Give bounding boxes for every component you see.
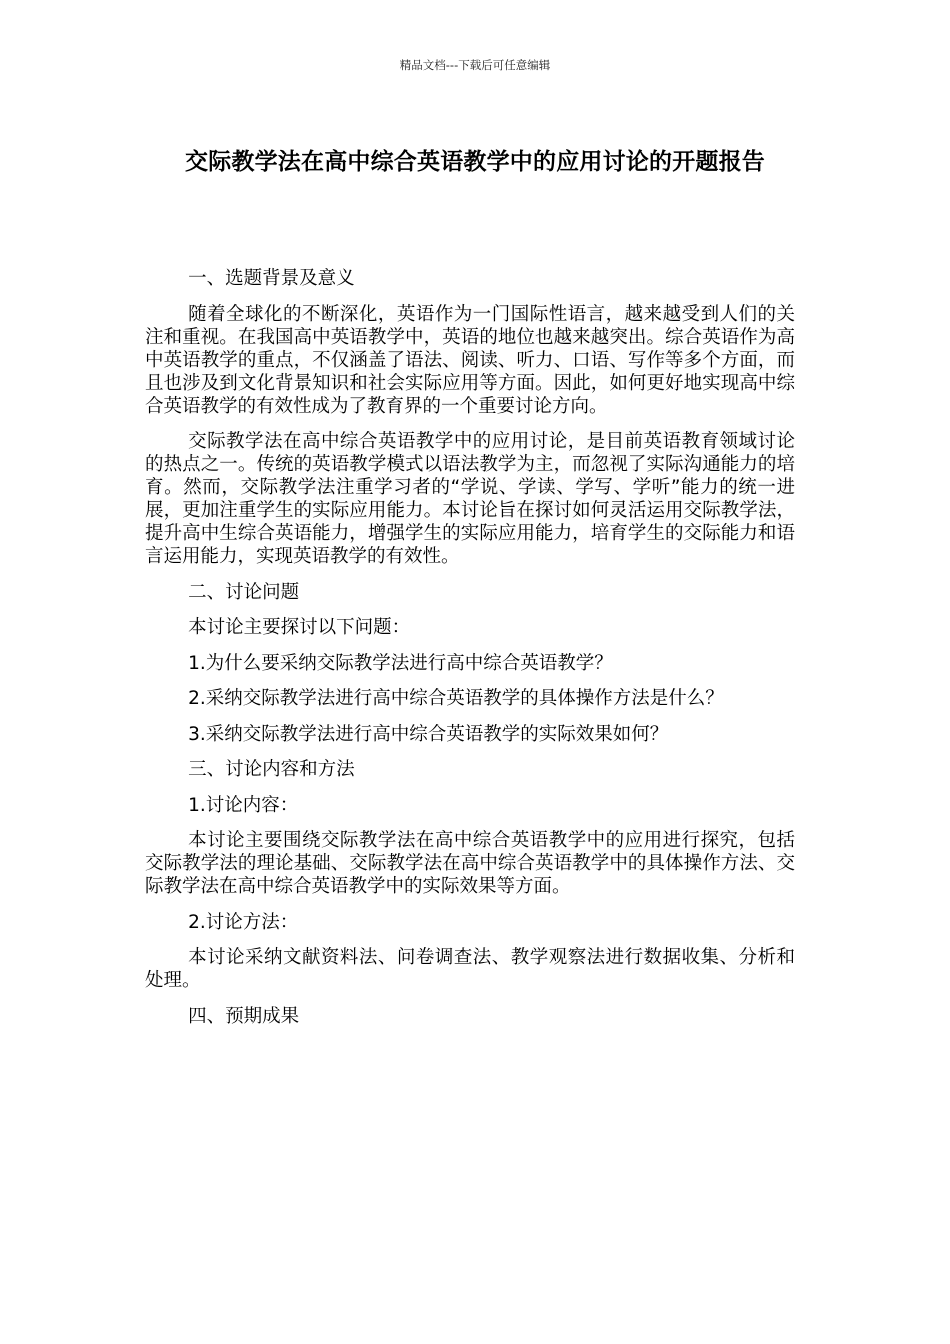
page-header: 精品文档---下载后可任意编辑 xyxy=(399,58,551,72)
question-item-1: 1.为什么要采纳交际教学法进行高中综合英语教学？ xyxy=(188,652,613,674)
section-heading-content-method: 三、讨论内容和方法 xyxy=(188,759,355,780)
section-heading-background: 一、选题背景及意义 xyxy=(188,268,355,289)
paragraph-method: 本讨论采纳文献资料法、问卷调查法、教学观察法进行数据收集、分析和处理。 xyxy=(145,947,795,991)
paragraph-questions-intro: 本讨论主要探讨以下问题： xyxy=(188,617,411,638)
question-item-3: 3.采纳交际教学法进行高中综合英语教学的实际效果如何？ xyxy=(188,723,669,745)
paragraph-content: 本讨论主要围绕交际教学法在高中综合英语教学中的应用进行探究，包括交际教学法的理论基础、交际教学法在高中综合英语教学中的具体操作方法、交际教学法在高中综合英语教学中的实际效果等方面。 xyxy=(145,830,795,897)
document-body xyxy=(145,267,795,1040)
section-heading-expected-results: 四、预期成果 xyxy=(188,1005,300,1027)
subheading-method: 2.讨论方法： xyxy=(188,911,299,933)
subheading-content: 1.讨论内容： xyxy=(188,794,299,816)
section-heading-questions: 二、讨论问题 xyxy=(188,581,300,603)
document-title: 交际教学法在高中综合英语教学中的应用讨论的开题报告 xyxy=(185,149,765,175)
paragraph-background-2: 交际教学法在高中综合英语教学中的应用讨论，是目前英语教育领域讨论的热点之一。传统的英语教学模式以语法教学为主，而忽视了实际沟通能力的培育。然而，交际教学法注重学习者的“学说、学读、学写、学听”能力的统一进展，更加注重学生的实际应用能力。本讨论旨在探讨如何灵活运用交际教学法，提升高中生综合英语能力，增强学生的实际应用能力，培育学生的交际能力和语言运用能力，实现英语教学的有效性。 xyxy=(145,431,795,567)
question-item-2: 2.采纳交际教学法进行高中综合英语教学的具体操作方法是什么？ xyxy=(188,688,724,709)
paragraph-background-1: 随着全球化的不断深化，英语作为一门国际性语言，越来越受到人们的关注和重视。在我国高中英语教学中，英语的地位也越来越突出。综合英语作为高中英语教学的重点，不仅涵盖了语法、阅读、听力、口语、写作等多个方面，而且也涉及到文化背景知识和社会实际应用等方面。因此，如何更好地实现高中综合英语教学的有效性成为了教育界的一个重要讨论方向。 xyxy=(145,303,795,417)
